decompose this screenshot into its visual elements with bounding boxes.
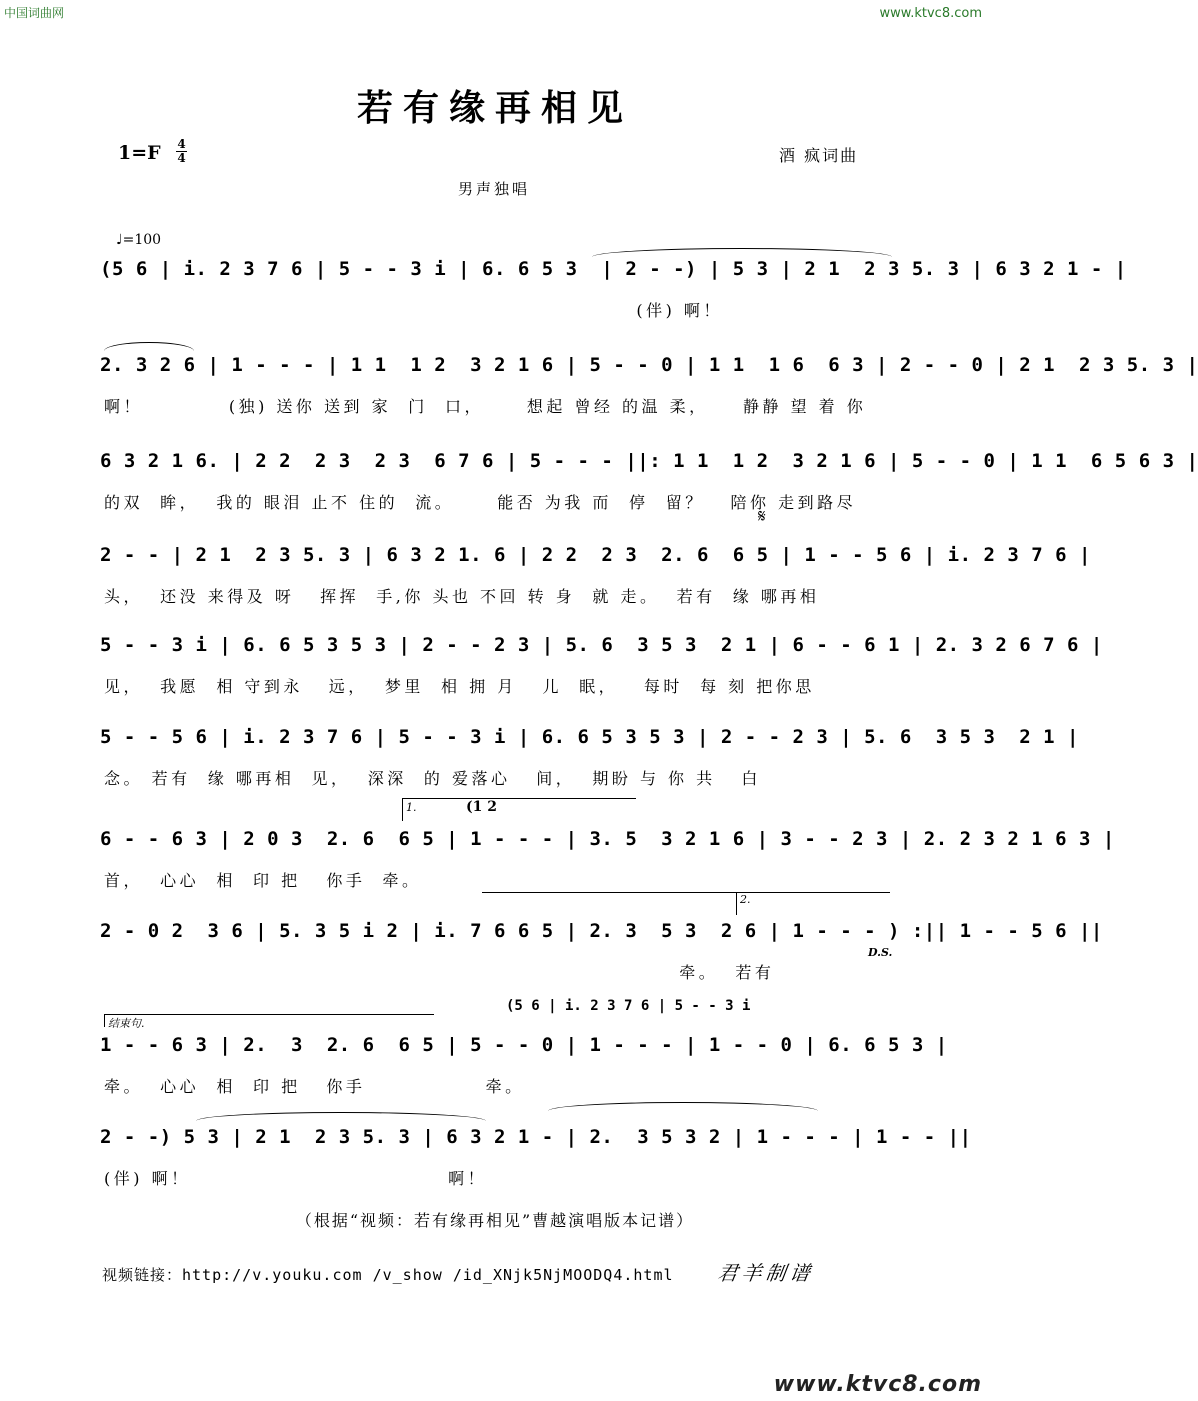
lyric-line: 牵。 心心 相 印 把 你手 牵。 (104, 1077, 525, 1096)
first-ending-note: (1 2 (466, 799, 497, 815)
meter-top: 4 (177, 137, 186, 151)
second-ending-label: 2. (740, 893, 751, 906)
song-title: 若有缘再相见 (356, 87, 633, 129)
notation-line: 5 - - 5 6 | i. 2 3 7 6 | 5 - - 3 i | 6. 6 5 3 5 3 | 2 - - 2 3 | 5. 6 3 5 3 2 1 | (100, 726, 1079, 748)
score-system-4 (100, 506, 1091, 634)
score-system-3 (100, 436, 1198, 540)
lyric-line: 牵。 若有 (104, 963, 775, 982)
lyric-line: 念。 若有 缘 哪再相 见， 深深 的 爱落心 间， 期盼 与 你 共 白 (104, 769, 761, 788)
lyric-line: 首， 心心 相 印 把 你手 牵。 (104, 871, 422, 890)
da-segno-mark: D.S. (868, 946, 893, 959)
video-link-text: 视频链接：http://v.youku.com /v_show /id_XNjk5NjMOODQ4.html (102, 1266, 674, 1284)
transcription-source-note: （根据“视频：若有缘再相见”曹越演唱版本记谱） (295, 1211, 695, 1230)
lyric-line: 啊！ (独) 送你 送到 家 门 口， 想起 曾经 的温 柔， 静静 望 着 你 (104, 397, 867, 416)
phrase-slur (104, 342, 194, 351)
notation-line: 1 - - 6 3 | 2. 3 2. 6 6 5 | 5 - - 0 | 1 - - - | 1 - - 0 | 6. 6 5 3 | (100, 1034, 948, 1056)
score-system-1 (100, 244, 1127, 348)
lyric-line: 的双 眸， 我的 眼泪 止不 住的 流。 能否 为我 而 停 留？ 陪你 走到路尽 (104, 493, 857, 512)
tempo-marking: ♩=100 (116, 232, 162, 248)
score-system-5 (100, 620, 1103, 724)
notation-line: 2. 3 2 6 | 1 - - - | 1 1 1 2 3 2 1 6 | 5 - - 0 | 1 1 1 6 6 3 | 2 - - 0 | 2 1 2 3 5. 3 | (100, 354, 1198, 376)
site-url-right: www.ktvc8.com (879, 6, 982, 21)
watermark-url: www.ktvc8.com (773, 1372, 982, 1397)
performance-type: 男声独唱 (458, 180, 531, 198)
first-ending-label: 1. (406, 801, 417, 814)
lyric-line: 头， 还没 来得及 呀 挥挥 手,你 头也 不回 转 身 就 走。 若有 缘 哪再相 (104, 587, 820, 606)
notation-line: 2 - - | 2 1 2 3 5. 3 | 6 3 2 1. 6 | 2 2 2 3 2. 6 6 5 | 1 - - 5 6 | i. 2 3 7 6 | (100, 544, 1091, 566)
score-system-10 (100, 1112, 972, 1216)
phrase-slur (592, 248, 892, 257)
lyric-line: 见， 我愿 相 守到永 远， 梦里 相 拥 月 儿 眠， 每时 每 刻 把你思 (104, 677, 815, 696)
repeat-bracket (482, 892, 737, 903)
second-ending-bracket (736, 892, 890, 915)
inline-intro-notes: (5 6 | i. 2 3 7 6 | 5 - - 3 i (506, 998, 751, 1014)
lyricist-composer-credit: 酒 疯词曲 (779, 146, 859, 165)
notation-line: (5 6 | i. 2 3 7 6 | 5 - - 3 i | 6. 6 5 3 | 2 - -) | 5 3 | 2 1 2 3 5. 3 | 6 3 2 1 - | (100, 258, 1127, 280)
notation-line: 6 3 2 1 6. | 2 2 2 3 2 3 6 7 6 | 5 - - - ||: 1 1 1 2 3 2 1 6 | 5 - - 0 | 1 1 6 5 6 3 | (100, 450, 1198, 472)
first-ending-bracket (402, 798, 636, 821)
site-name-left: 中国词曲网 (4, 6, 65, 20)
notation-line: 2 - -) 5 3 | 2 1 2 3 5. 3 | 6 3 2 1 - | 2. 3 5 3 2 | 1 - - - | 1 - - || (100, 1126, 972, 1148)
meter-bottom: 4 (177, 151, 186, 165)
notation-line: 2 - 0 2 3 6 | 5. 3 5 i 2 | i. 7 6 6 5 | 2. 3 5 3 2 6 | 1 - - - ) :|| 1 - - 5 6 || (100, 920, 1103, 942)
time-signature (176, 138, 187, 165)
notation-line: 6 - - 6 3 | 2 0 3 2. 6 6 5 | 1 - - - | 3. 5 3 2 1 6 | 3 - - 2 3 | 2. 2 3 2 1 6 3 | (100, 828, 1115, 850)
notation-line: 5 - - 3 i | 6. 6 5 3 5 3 | 2 - - 2 3 | 5. 6 3 5 3 2 1 | 6 - - 6 1 | 2. 3 2 6 7 6 | (100, 634, 1103, 656)
score-system-8 (100, 893, 1103, 1010)
lyric-line: (伴) 啊！ (104, 301, 723, 320)
ending-phrase-bracket (104, 1014, 434, 1030)
ending-phrase-label: 结束句. (108, 1017, 145, 1030)
segno-sign: 𝄋 (758, 506, 766, 527)
lyric-line: (伴) 啊！ 啊！ (104, 1169, 488, 1188)
phrase-slur (196, 1112, 486, 1121)
transcriber-signature: 君羊制谱 (716, 1261, 816, 1285)
score-system-2 (100, 340, 1198, 444)
key-signature: 1=F (118, 142, 161, 164)
